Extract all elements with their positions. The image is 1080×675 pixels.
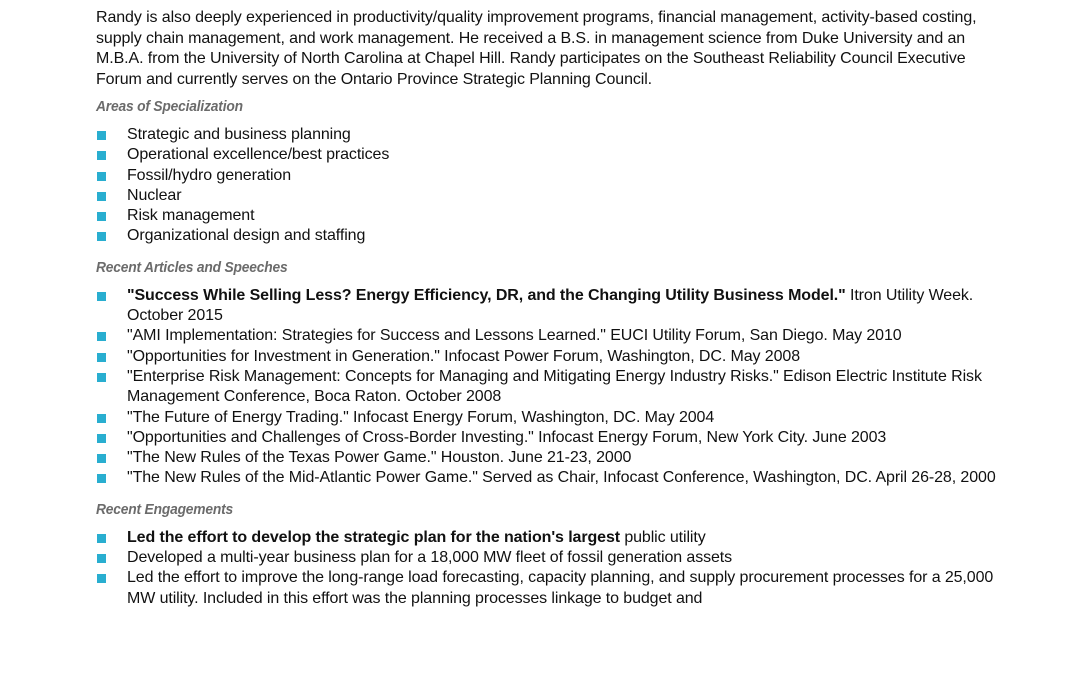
square-bullet-icon (97, 534, 106, 543)
list-item: Organizational design and staffing (96, 226, 996, 246)
engagements-list (96, 528, 996, 609)
list-item: Strategic and business planning (96, 125, 996, 145)
square-bullet-icon (97, 434, 106, 443)
list-item: "AMI Implementation: Strategies for Success and Lessons Learned." EUCI Utility Forum, San Diego. May 2010 (96, 326, 996, 346)
list-item: Operational excellence/best practices (96, 145, 996, 165)
section-heading-specialization: Areas of Specialization (96, 98, 243, 115)
square-bullet-icon (97, 292, 106, 301)
square-bullet-icon (97, 373, 106, 382)
list-item: "The New Rules of the Mid-Atlantic Power Game." Served as Chair, Infocast Conference, Washington, DC. April 26-28, 2000 (96, 468, 996, 488)
square-bullet-icon (97, 353, 106, 362)
document-page (96, 8, 996, 609)
list-item: Developed a multi-year business plan for a 18,000 MW fleet of fossil generation assets (96, 548, 996, 568)
square-bullet-icon (97, 332, 106, 341)
list-item: Led the effort to develop the strategic plan for the nation's largest public utility (96, 528, 996, 548)
square-bullet-icon (97, 131, 106, 140)
square-bullet-icon (97, 212, 106, 221)
list-item: "Opportunities for Investment in Generation." Infocast Power Forum, Washington, DC. May 2008 (96, 347, 996, 367)
articles-list (96, 286, 996, 489)
square-bullet-icon (97, 554, 106, 563)
list-item: "Opportunities and Challenges of Cross-Border Investing." Infocast Energy Forum, New York City. June 2003 (96, 428, 996, 448)
specialization-list (96, 125, 996, 247)
list-item: Fossil/hydro generation (96, 166, 996, 186)
list-item: Led the effort to improve the long-range load forecasting, capacity planning, and supply procurement processes for a 25,000 MW utility. Included in this effort was the planning processes linkage to budget and (96, 568, 996, 609)
list-item: "Enterprise Risk Management: Concepts for Managing and Mitigating Energy Industry Risks." Edison Electric Institute Risk Management Conference, Boca Raton. October 2008 (96, 367, 996, 408)
square-bullet-icon (97, 192, 106, 201)
bio-paragraph: Randy is also deeply experienced in productivity/quality improvement programs, financial management, activity-based costing, supply chain management, and work management. He received a B.S. in management science from Duke University and an M.B.A. from the University of North Carolina at Chapel Hill. Randy participates on the Southeast Reliability Council Executive Forum and currently serves on the Ontario Province Strategic Planning Council. (96, 9, 977, 88)
square-bullet-icon (97, 474, 106, 483)
list-item: "The Future of Energy Trading." Infocast Energy Forum, Washington, DC. May 2004 (96, 408, 996, 428)
list-item: "The New Rules of the Texas Power Game." Houston. June 21-23, 2000 (96, 448, 996, 468)
section-heading-articles: Recent Articles and Speeches (96, 258, 288, 276)
square-bullet-icon (97, 574, 106, 583)
square-bullet-icon (97, 454, 106, 463)
square-bullet-icon (97, 414, 106, 423)
section-heading-engagements: Recent Engagements (96, 500, 234, 518)
square-bullet-icon (97, 151, 106, 160)
list-item: Nuclear (96, 186, 996, 206)
list-item: "Success While Selling Less? Energy Efficiency, DR, and the Changing Utility Business Model." Itron Utility Week. October 2015 (96, 286, 996, 327)
list-item: Risk management (96, 206, 996, 226)
square-bullet-icon (97, 232, 106, 241)
square-bullet-icon (97, 172, 106, 181)
